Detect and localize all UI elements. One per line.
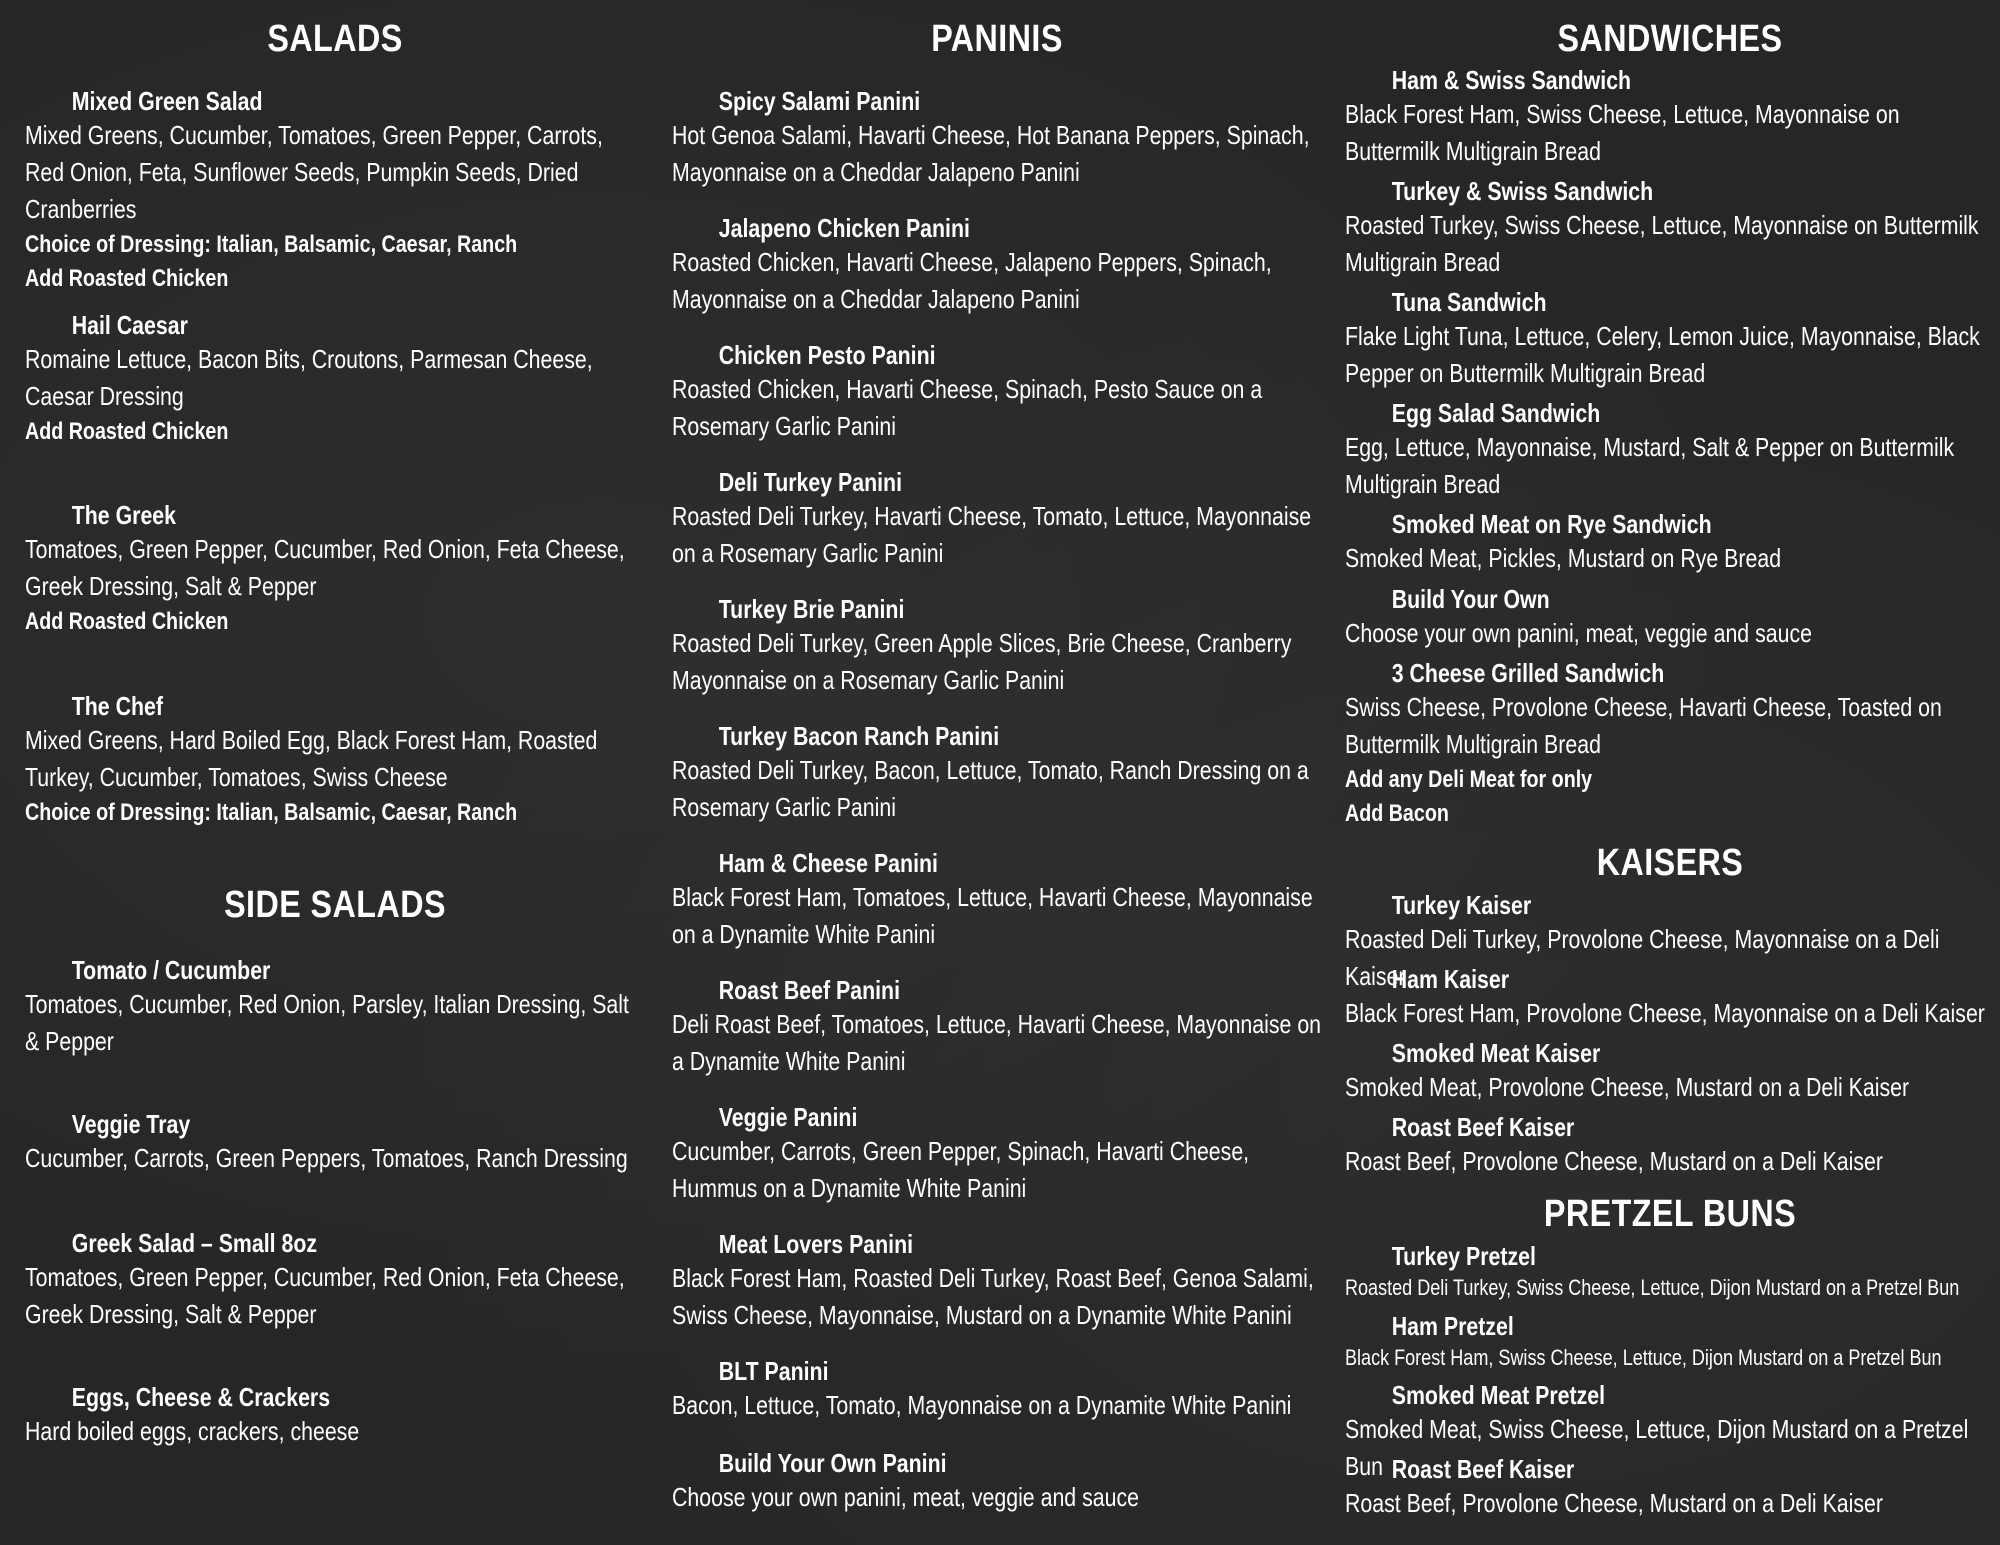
item-desc: Flake Light Tuna, Lettuce, Celery, Lemon Juice, Mayonnaise, Black Pepper on Buttermilk Multigrain Bread (1345, 321, 1980, 388)
item-desc: Roast Beef, Provolone Cheese, Mustard on a Deli Kaiser (1345, 1488, 1884, 1518)
item-name: Turkey & Swiss Sandwich (1391, 176, 1654, 206)
menu-item (672, 213, 1322, 318)
item-desc: Deli Roast Beef, Tomatoes, Lettuce, Havarti Cheese, Mayonnaise on a Dynamite White Panini (672, 1009, 1322, 1076)
item-desc: Smoked Meat, Pickles, Mustard on Rye Bread (1345, 543, 1782, 573)
item-desc: Choose your own panini, meat, veggie and sauce (1345, 618, 1812, 648)
item-desc: Roasted Chicken, Havarti Cheese, Jalapeno Peppers, Spinach, Mayonnaise on a Cheddar Jalapeno Panini (672, 247, 1272, 314)
menu-item (1345, 964, 1995, 1032)
menu-item (25, 1228, 645, 1333)
item-name: Jalapeno Chicken Panini (718, 213, 970, 243)
menu-item (672, 1448, 1322, 1516)
item-name: Chicken Pesto Panini (718, 340, 936, 370)
menu-item (1345, 398, 1995, 503)
item-name: Ham & Swiss Sandwich (1391, 65, 1632, 95)
item-desc: Cucumber, Carrots, Green Peppers, Tomatoes, Ranch Dressing (25, 1143, 628, 1173)
item-extra: Add Roasted Chicken (25, 608, 229, 635)
kaisers-title: KAISERS (1596, 842, 1744, 884)
item-name: BLT Panini (718, 1356, 829, 1386)
item-desc: Roast Beef, Provolone Cheese, Mustard on a Deli Kaiser (1345, 1146, 1884, 1176)
menu-item (672, 1102, 1322, 1207)
item-name: 3 Cheese Grilled Sandwich (1391, 658, 1665, 688)
item-extra: Choice of Dressing: Italian, Balsamic, Caesar, Ranch (25, 231, 518, 258)
menu-item (1345, 584, 1995, 652)
item-name: Deli Turkey Panini (718, 467, 902, 497)
menu-item (1345, 1112, 1995, 1180)
item-desc: Mixed Greens, Cucumber, Tomatoes, Green Pepper, Carrots, Red Onion, Feta, Sunflower Seeds, Pumpkin Seeds, Dried Cranberries (25, 120, 603, 224)
item-name: Build Your Own Panini (718, 1448, 947, 1478)
item-desc: Tomatoes, Green Pepper, Cucumber, Red Onion, Feta Cheese, Greek Dressing, Salt & Pepper (25, 1262, 625, 1329)
menu-item (672, 848, 1322, 953)
item-name: Smoked Meat on Rye Sandwich (1391, 509, 1712, 539)
menu-item (1345, 287, 1995, 392)
item-name: Ham Kaiser (1391, 964, 1510, 994)
menu-item (25, 1109, 645, 1177)
item-name: Egg Salad Sandwich (1391, 398, 1601, 428)
item-name: Build Your Own (1391, 584, 1550, 614)
item-desc: Black Forest Ham, Roasted Deli Turkey, Roast Beef, Genoa Salami, Swiss Cheese, Mayonnaise, Mustard on a Dynamite White Panini (672, 1263, 1314, 1330)
item-desc: Choose your own panini, meat, veggie and sauce (672, 1482, 1139, 1512)
menu-item (1345, 1454, 1995, 1522)
item-name: Mixed Green Salad (71, 86, 263, 116)
item-desc: Mixed Greens, Hard Boiled Egg, Black Forest Ham, Roasted Turkey, Cucumber, Tomatoes, Swiss Cheese (25, 725, 598, 792)
menu-item (672, 340, 1322, 445)
item-name: Eggs, Cheese & Crackers (71, 1382, 331, 1412)
menu-item (1345, 1311, 1995, 1374)
item-desc: Romaine Lettuce, Bacon Bits, Croutons, Parmesan Cheese, Caesar Dressing (25, 344, 593, 411)
item-desc: Black Forest Ham, Tomatoes, Lettuce, Havarti Cheese, Mayonnaise on a Dynamite White Panini (672, 882, 1313, 949)
item-desc: Roasted Turkey, Swiss Cheese, Lettuce, Mayonnaise on Buttermilk Multigrain Bread (1345, 210, 1979, 277)
menu-item (25, 1382, 645, 1450)
item-name: Turkey Kaiser (1391, 890, 1532, 920)
item-desc: Hard boiled eggs, crackers, cheese (25, 1416, 360, 1446)
item-name: Ham Pretzel (1391, 1311, 1514, 1341)
item-desc: Cucumber, Carrots, Green Pepper, Spinach, Havarti Cheese, Hummus on a Dynamite White Panini (672, 1136, 1250, 1203)
item-name: Veggie Tray (71, 1109, 191, 1139)
item-desc: Bacon, Lettuce, Tomato, Mayonnaise on a Dynamite White Panini (672, 1390, 1292, 1420)
menu-item (1345, 658, 1995, 831)
item-name: Ham & Cheese Panini (718, 848, 938, 878)
item-desc: Hot Genoa Salami, Havarti Cheese, Hot Banana Peppers, Spinach, Mayonnaise on a Cheddar Jalapeno Panini (672, 120, 1310, 187)
item-name: Veggie Panini (718, 1102, 858, 1132)
item-name: The Greek (71, 500, 177, 530)
item-desc: Smoked Meat, Swiss Cheese, Lettuce, Dijon Mustard on a Pretzel Bun (1345, 1414, 1969, 1481)
item-desc: Roasted Deli Turkey, Havarti Cheese, Tomato, Lettuce, Mayonnaise on a Rosemary Garlic Panini (672, 501, 1312, 568)
item-desc: Black Forest Ham, Swiss Cheese, Lettuce, Dijon Mustard on a Pretzel Bun (1345, 1345, 1942, 1370)
item-name: Smoked Meat Kaiser (1391, 1038, 1601, 1068)
item-desc: Roasted Chicken, Havarti Cheese, Spinach, Pesto Sauce on a Rosemary Garlic Panini (672, 374, 1263, 441)
item-desc: Black Forest Ham, Provolone Cheese, Mayonnaise on a Deli Kaiser (1345, 998, 1985, 1028)
sandwiches-title: SANDWICHES (1557, 18, 1783, 60)
item-name: Tuna Sandwich (1391, 287, 1547, 317)
item-name: Roast Beef Panini (718, 975, 901, 1005)
item-name: Spicy Salami Panini (718, 86, 921, 116)
menu-item (25, 500, 645, 639)
item-desc: Roasted Deli Turkey, Provolone Cheese, Mayonnaise on a Deli Kaiser (1345, 924, 1940, 991)
item-desc: Tomatoes, Cucumber, Red Onion, Parsley, Italian Dressing, Salt & Pepper (25, 989, 629, 1056)
item-name: Tomato / Cucumber (71, 955, 271, 985)
item-extra: Add Roasted Chicken (25, 418, 229, 445)
item-desc: Roasted Deli Turkey, Green Apple Slices, Brie Cheese, Cranberry Mayonnaise on a Rosemary Garlic Panini (672, 628, 1292, 695)
paninis-title: PANINIS (931, 18, 1063, 60)
menu-item (25, 691, 645, 830)
item-desc: Black Forest Ham, Swiss Cheese, Lettuce, Mayonnaise on Buttermilk Multigrain Bread (1345, 99, 1900, 166)
item-name: Turkey Bacon Ranch Panini (718, 721, 1000, 751)
menu-item (672, 86, 1322, 191)
menu-item (672, 1229, 1322, 1334)
menu-item (1345, 65, 1995, 170)
item-extra: Add Roasted Chicken (25, 265, 229, 292)
menu-item (25, 310, 645, 449)
item-name: Turkey Pretzel (1391, 1241, 1536, 1271)
side-salads-title: SIDE SALADS (224, 884, 446, 926)
item-name: The Chef (71, 691, 163, 721)
menu-item (1345, 176, 1995, 281)
menu-item (672, 1356, 1322, 1424)
menu-item (1345, 1241, 1995, 1304)
menu-item (672, 594, 1322, 699)
pretzel-buns-title: PRETZEL BUNS (1543, 1193, 1797, 1235)
item-extra: Add Bacon (1345, 800, 1449, 827)
item-desc: Swiss Cheese, Provolone Cheese, Havarti Cheese, Toasted on Buttermilk Multigrain Bread (1345, 692, 1942, 759)
item-desc: Roasted Deli Turkey, Bacon, Lettuce, Tomato, Ranch Dressing on a Rosemary Garlic Panini (672, 755, 1309, 822)
item-desc: Tomatoes, Green Pepper, Cucumber, Red Onion, Feta Cheese, Greek Dressing, Salt & Pepper (25, 534, 625, 601)
item-name: Meat Lovers Panini (718, 1229, 914, 1259)
menu-item (672, 975, 1322, 1080)
item-desc: Egg, Lettuce, Mayonnaise, Mustard, Salt & Pepper on Buttermilk Multigrain Bread (1345, 432, 1955, 499)
item-extra: Choice of Dressing: Italian, Balsamic, Caesar, Ranch (25, 799, 518, 826)
menu-item (1345, 1038, 1995, 1106)
menu-item (1345, 509, 1995, 577)
item-name: Smoked Meat Pretzel (1391, 1380, 1606, 1410)
item-name: Roast Beef Kaiser (1391, 1112, 1575, 1142)
item-name: Roast Beef Kaiser (1391, 1454, 1575, 1484)
item-desc: Smoked Meat, Provolone Cheese, Mustard on a Deli Kaiser (1345, 1072, 1910, 1102)
item-name: Greek Salad – Small 8oz (71, 1228, 318, 1258)
item-extra: Add any Deli Meat for only (1345, 766, 1593, 793)
salads-title: SALADS (267, 18, 403, 60)
menu-item (672, 467, 1322, 572)
item-name: Hail Caesar (71, 310, 188, 340)
menu-item (25, 955, 645, 1060)
item-desc: Roasted Deli Turkey, Swiss Cheese, Lettuce, Dijon Mustard on a Pretzel Bun (1345, 1275, 1960, 1300)
item-name: Turkey Brie Panini (718, 594, 905, 624)
menu-item (672, 721, 1322, 826)
menu-item (25, 86, 645, 296)
